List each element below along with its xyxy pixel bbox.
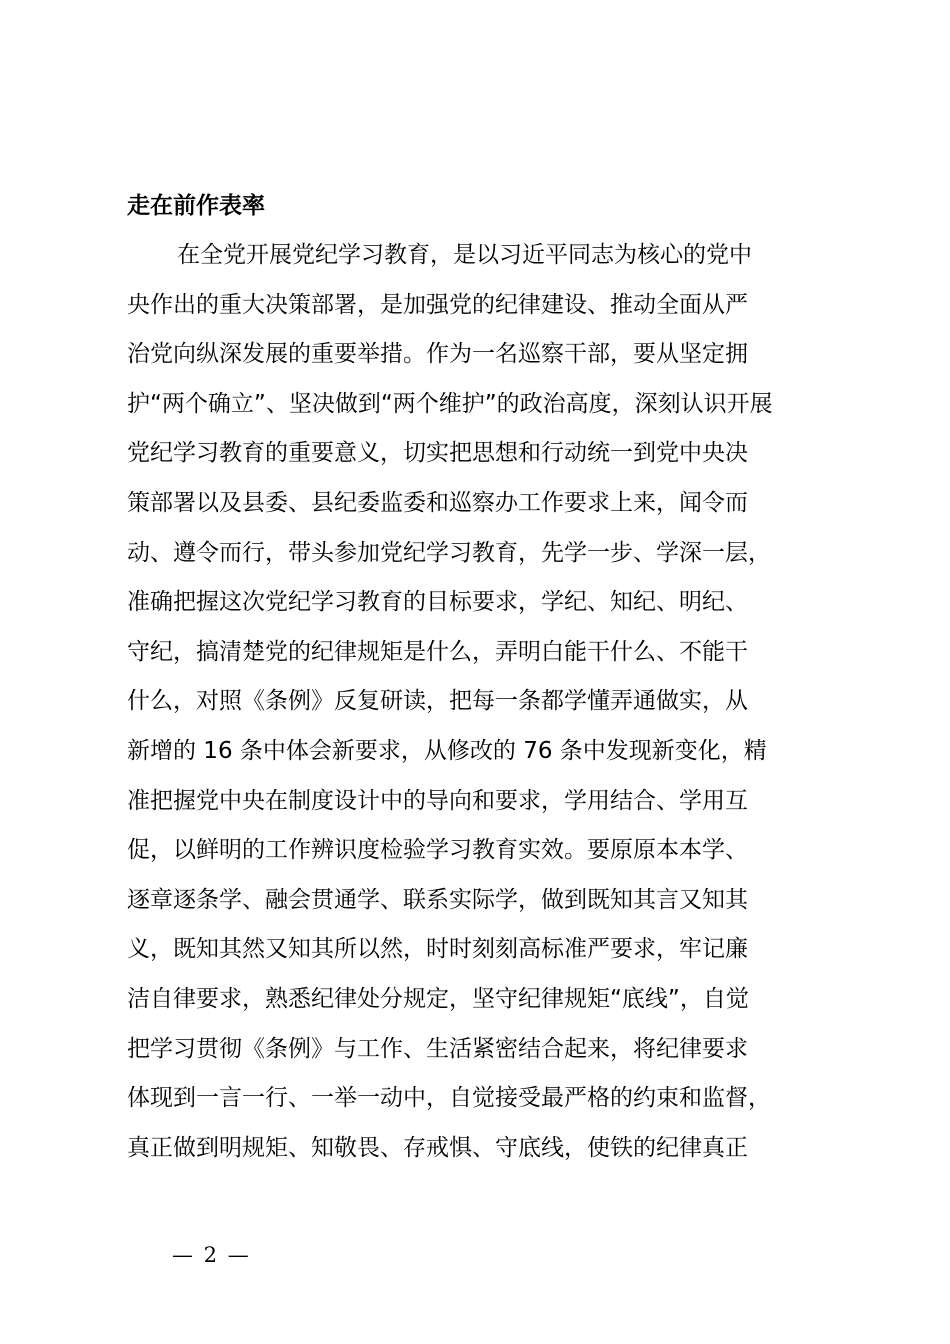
paragraph-line: 体现到一言一行、一举一动中，自觉接受最严格的约束和监督， <box>127 1085 771 1112</box>
paragraph-line: 逐章逐条学、融会贯通学、联系实际学，做到既知其言又知其 <box>127 886 748 913</box>
body-paragraph <box>127 237 867 1179</box>
paragraph-line: 动、遵令而行，带头参加党纪学习教育，先学一步、学深一层， <box>127 539 771 566</box>
paragraph-line: 央作出的重大决策部署，是加强党的纪律建设、推动全面从严 <box>127 291 748 318</box>
paragraph-line: 什么，对照《条例》反复研读，把每一条都学懂弄通做实，从 <box>127 688 748 715</box>
paragraph-line: 党纪学习教育的重要意义，切实把思想和行动统一到党中央决 <box>127 440 748 467</box>
paragraph-line: 把学习贯彻《条例》与工作、生活紧密结合起来，将纪律要求 <box>127 1035 748 1062</box>
paragraph-line: 策部署以及县委、县纪委监委和巡察办工作要求上来，闻令而 <box>127 489 748 516</box>
paragraph-line: 义，既知其然又知其所以然，时时刻刻高标准严要求，牢记廉 <box>127 936 748 963</box>
paragraph-line: 治党向纵深发展的重要举措。作为一名巡察干部，要从坚定拥 <box>127 341 748 368</box>
paragraph-line: 促，以鲜明的工作辨识度检验学习教育实效。要原原本本学、 <box>127 837 748 864</box>
paragraph-line: 在全党开展党纪学习教育，是以习近平同志为核心的党中 <box>177 242 752 268</box>
paragraph-line: 新增的 16 条中体会新要求，从修改的 76 条中发现新变化，精 <box>127 737 767 764</box>
paragraph-line: 准确把握这次党纪学习教育的目标要求，学纪、知纪、明纪、 <box>127 589 748 616</box>
section-heading: 走在前作表率 <box>127 193 265 219</box>
paragraph-line: 洁自律要求，熟悉纪律处分规定，坚守纪律规矩“底线”，自觉 <box>127 985 749 1012</box>
page-number: — 2 — <box>172 1243 251 1267</box>
paragraph-line: 护“两个确立”、坚决做到“两个维护”的政治高度，深刻认识开展 <box>127 390 773 417</box>
paragraph-line: 真正做到明规矩、知敬畏、存戒惧、守底线，使铁的纪律真正 <box>127 1134 748 1161</box>
paragraph-line: 准把握党中央在制度设计中的导向和要求，学用结合、学用互 <box>127 787 748 814</box>
paragraph-line: 守纪，搞清楚党的纪律规矩是什么，弄明白能干什么、不能干 <box>127 638 748 665</box>
